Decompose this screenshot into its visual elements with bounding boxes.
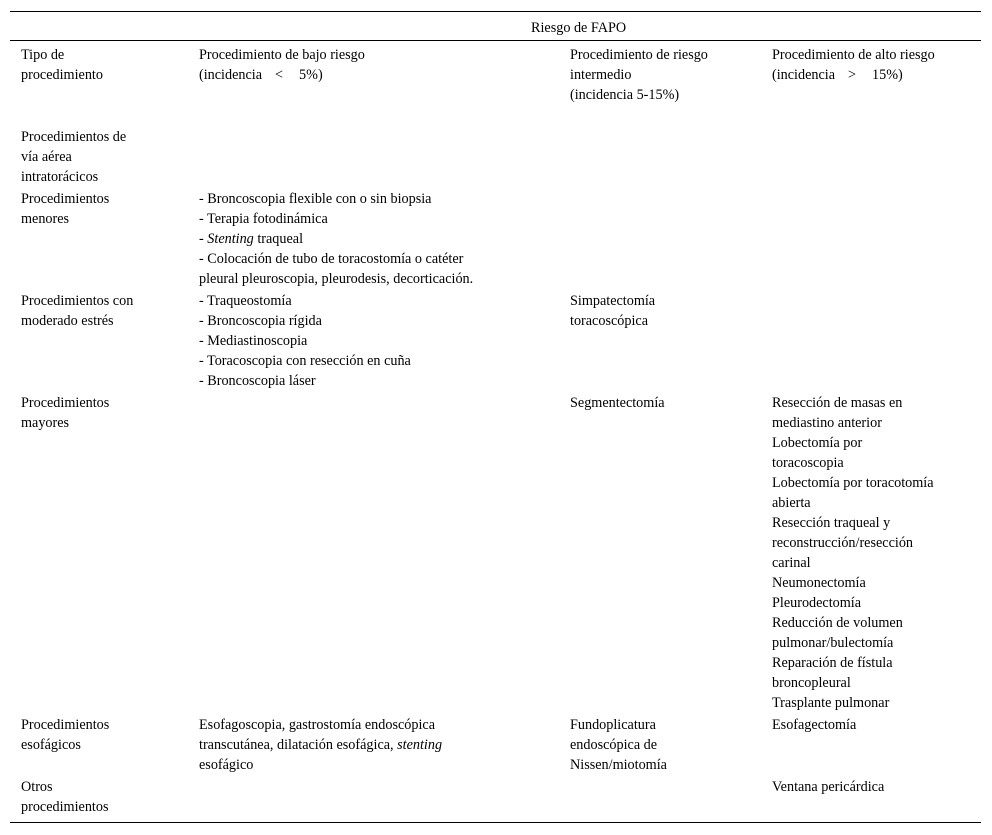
table-row-moderate-type: Procedimientos con moderado estrés (21, 293, 134, 329)
table-row-moderate-low: - Traqueostomía - Broncoscopia rígida - Mediastinoscopia - Toracoscopia con resección en cuña - Broncoscopia láser (199, 293, 411, 389)
column-header-type: Tipo de procedimiento (21, 47, 103, 83)
table-row-esophageal-high: Esofagectomía (772, 717, 857, 733)
table-bottom-rule (10, 822, 981, 823)
table-row-other-type: Otros procedimientos (21, 779, 109, 815)
table-row-minor-low: - Broncoscopia flexible con o sin biopsia - Terapia fotodinámica - Stenting traqueal - Colocación de tubo de toracostomía o catéter pleural pleuroscopia, pleurodesis, decorticación. (199, 191, 474, 287)
table-row-major-mid: Segmentectomía (570, 395, 665, 411)
header-rule (10, 40, 981, 41)
table-row-esophageal-low: Esofagoscopia, gastrostomía endoscópica transcutánea, dilatación esofágica, stenting esofágico (199, 717, 443, 773)
column-header-low-risk: Procedimiento de bajo riesgo (incidencia < 5%) (199, 47, 365, 83)
table-row-esophageal-type: Procedimientos esofágicos (21, 717, 110, 753)
column-header-mid-risk: Procedimiento de riesgo intermedio (incidencia 5-15%) (570, 47, 708, 103)
group-header: Riesgo de FAPO (531, 20, 627, 36)
table-row-moderate-mid: Simpatectomía toracoscópica (570, 293, 656, 329)
column-header-high-risk: Procedimiento de alto riesgo (incidencia > 15%) (772, 47, 935, 83)
table-row-major-high: Resección de masas en mediastino anterior Lobectomía por toracoscopia Lobectomía por toracotomía abierta Resección traqueal y reconstrucción/resección carinal Neumonectomía Pleurodectomía Reducción de volumen pulmonar/bulectomía Reparación de fístula broncopleural Trasplante pulmonar (772, 395, 934, 711)
table-row-esophageal-mid: Fundoplicatura endoscópica de Nissen/miotomía (570, 717, 667, 773)
table-row-minor-type: Procedimientos menores (21, 191, 110, 227)
table-row-major-type: Procedimientos mayores (21, 395, 110, 431)
table-row-other-high: Ventana pericárdica (772, 779, 885, 795)
table-top-rule (10, 11, 981, 12)
table-row-airway: Procedimientos de vía aérea intratorácicos (21, 129, 127, 185)
